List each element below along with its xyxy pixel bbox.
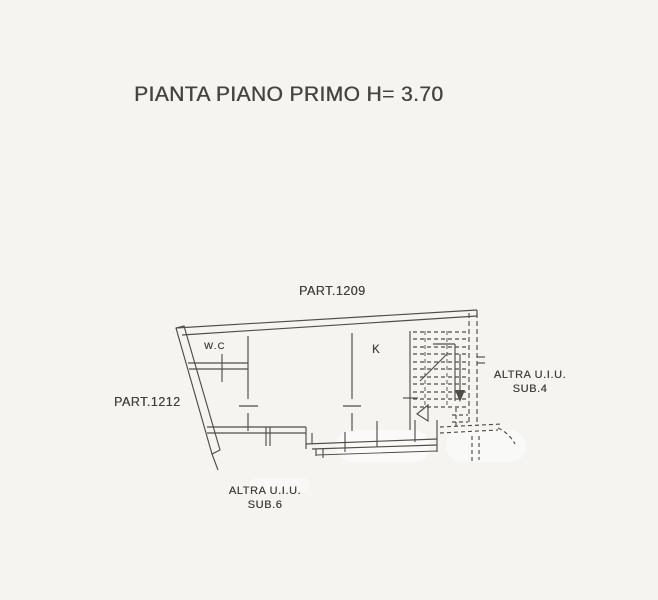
label-part-1209: PART.1209	[299, 284, 366, 298]
label-altra-uiu-sub4-line1: ALTRA U.I.U.	[493, 369, 567, 381]
label-altra-uiu-sub6-line2: SUB.6	[247, 499, 283, 511]
wc-room-walls	[188, 354, 248, 382]
label-altra-uiu-sub4-line2: SUB.4	[512, 383, 548, 395]
label-altra-uiu-sub4	[486, 368, 574, 396]
partition-walls	[239, 331, 428, 431]
label-altra-uiu-sub6	[220, 484, 310, 512]
label-altra-uiu-sub6-line1: ALTRA U.I.U.	[228, 485, 302, 497]
label-room-k: K	[372, 344, 380, 356]
watermark	[233, 430, 526, 492]
label-part-1212: PART.1212	[114, 395, 181, 409]
outer-walls	[176, 310, 477, 452]
plan-title: PIANTA PIANO PRIMO H= 3.70	[134, 83, 444, 106]
label-room-wc: W.C	[204, 341, 226, 352]
